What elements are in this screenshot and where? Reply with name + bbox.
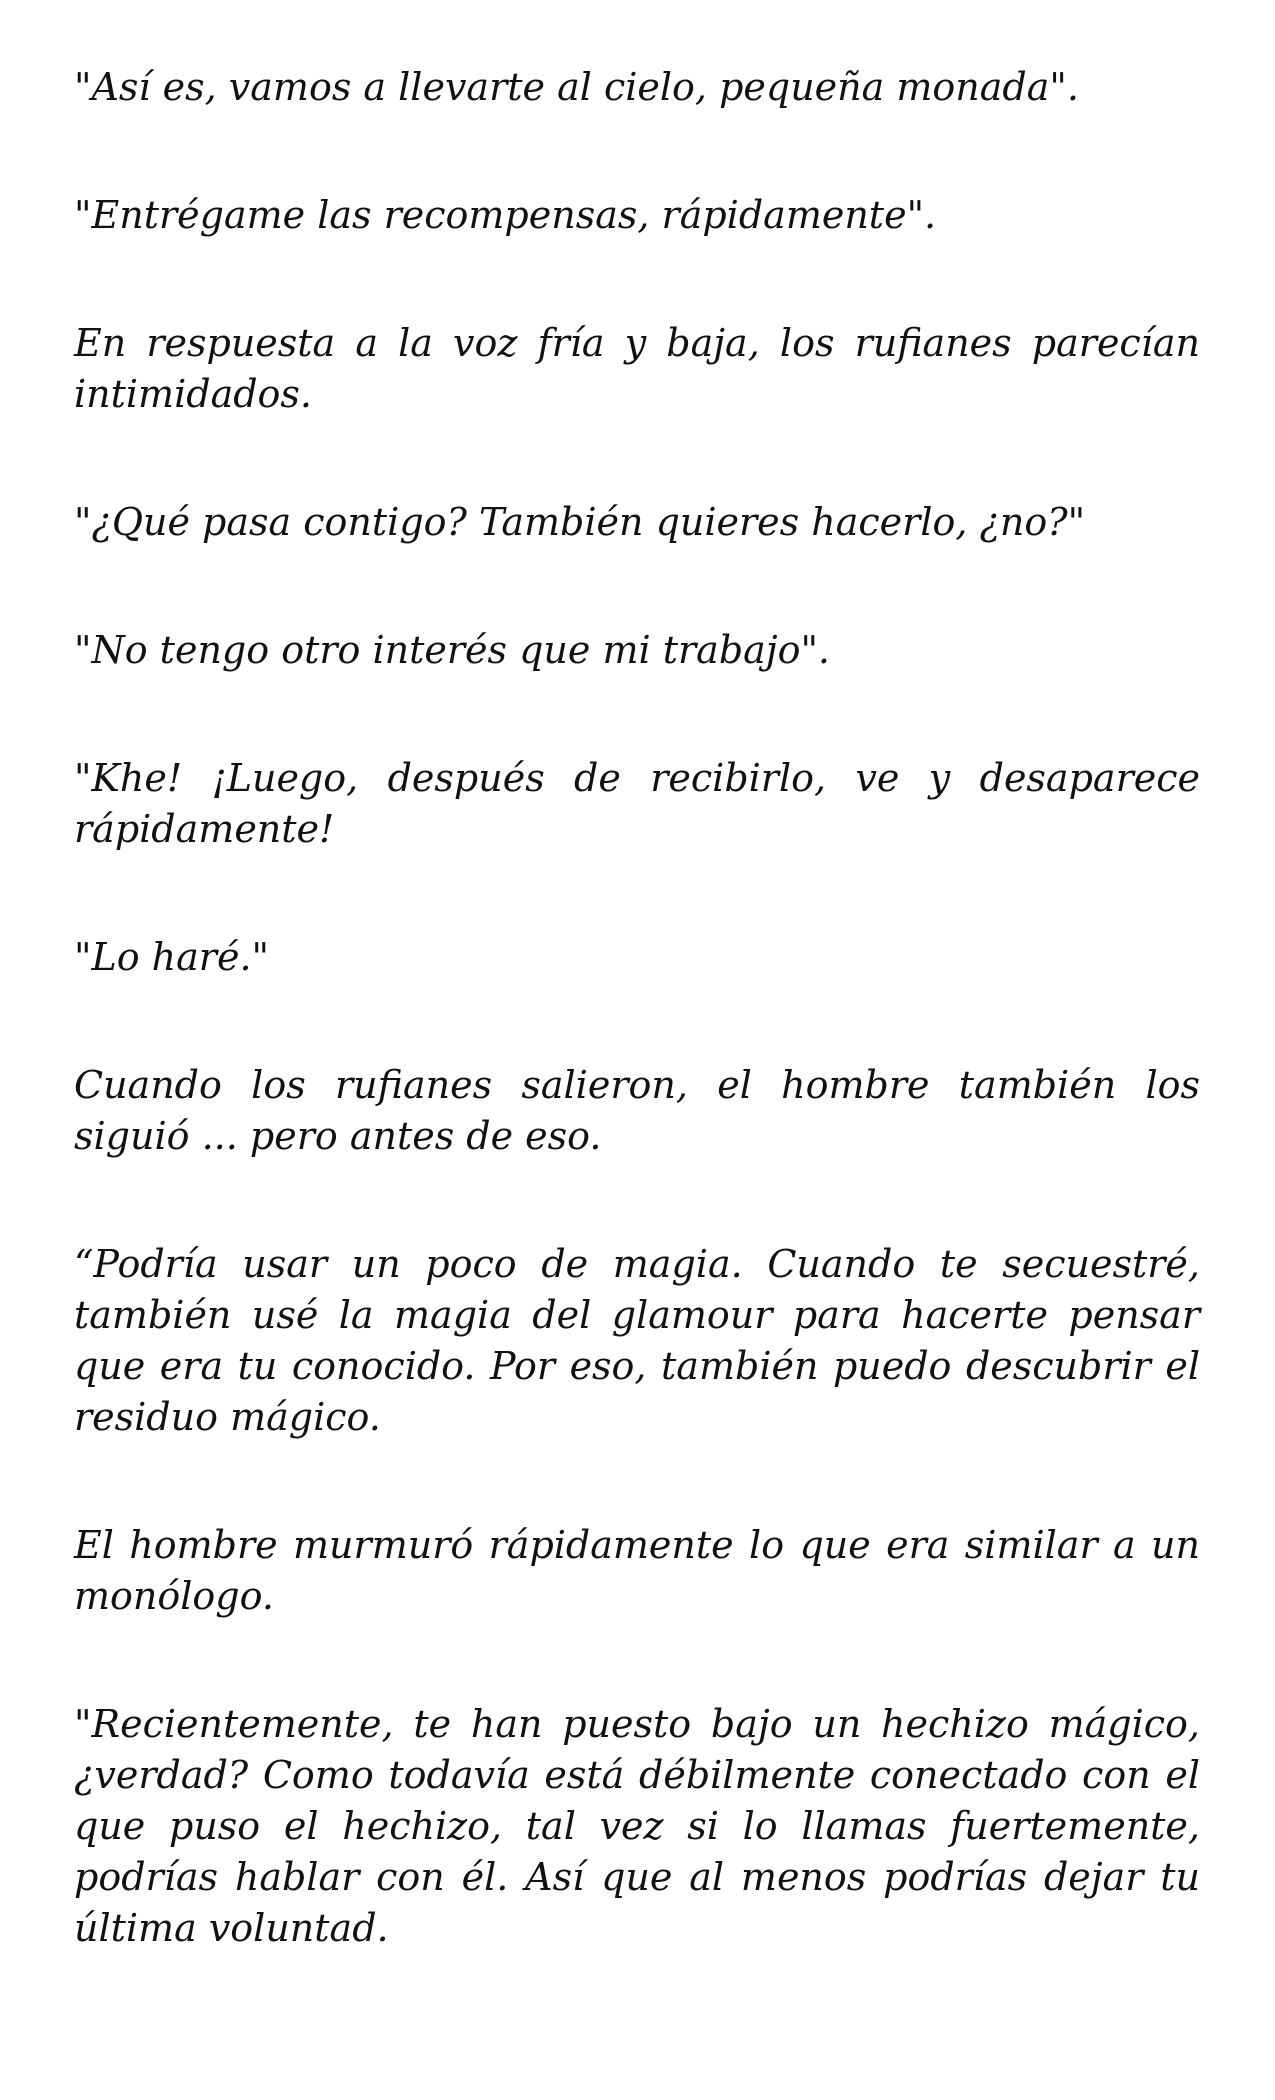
paragraph-6: "Khe! ¡Luego, después de recibirlo, ve y desaparece rápidamente! [74, 756, 1200, 851]
paragraph-7: "Lo haré." [74, 935, 270, 979]
paragraph-3: En respuesta a la voz fría y baja, los rufianes parecían intimidados. [74, 321, 1200, 416]
document-page [74, 62, 1200, 1954]
paragraph-11: "Recientemente, te han puesto bajo un hechizo mágico, ¿verdad? Como todavía está débilmente conectado con el que puso el hechizo, tal vez si lo llamas fuertemente, podrías hablar con él. Así que al menos podrías dejar tu última voluntad. [74, 1702, 1200, 1950]
paragraph-2: "Entrégame las recompensas, rápidamente". [74, 193, 937, 237]
paragraph-8: Cuando los rufianes salieron, el hombre también los siguió ... pero antes de eso. [74, 1063, 1200, 1158]
paragraph-4: "¿Qué pasa contigo? También quieres hacerlo, ¿no?" [74, 500, 1086, 544]
paragraph-5: "No tengo otro interés que mi trabajo". [74, 628, 831, 672]
paragraph-1: "Así es, vamos a llevarte al cielo, pequeña monada". [74, 65, 1079, 109]
paragraph-10: El hombre murmuró rápidamente lo que era similar a un monólogo. [74, 1523, 1200, 1618]
paragraph-9: “Podría usar un poco de magia. Cuando te secuestré, también usé la magia del glamour para hacerte pensar que era tu conocido. Por eso, también puedo descubrir el residuo mágico. [74, 1242, 1200, 1439]
